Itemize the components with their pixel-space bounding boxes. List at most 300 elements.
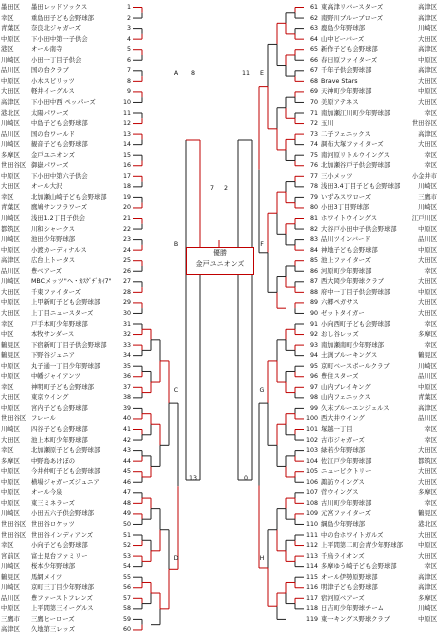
team-row xyxy=(0,224,437,235)
team-number: 56 xyxy=(122,584,131,592)
team-number: 45 xyxy=(122,468,131,476)
team-name: 観音子ども会野球部 xyxy=(31,141,88,149)
team-number: 17 xyxy=(122,172,131,180)
final-score: 2 xyxy=(223,185,229,192)
team-row xyxy=(0,181,437,192)
team-ward: 三鷹市 xyxy=(1,615,20,623)
team-number: 64 xyxy=(309,35,318,43)
team-name: 小向西町子ども会野球部 xyxy=(321,320,391,328)
team-name: 南加瀬江川町少年野球部 xyxy=(321,109,391,117)
team-number: 116 xyxy=(306,584,319,592)
team-row xyxy=(0,34,437,45)
team-ward: 中原区 xyxy=(418,383,437,391)
team-ward: 川崎区 xyxy=(418,25,437,33)
team-name: 鹿島少年野球部 xyxy=(321,25,366,33)
team-ward: 中原区 xyxy=(1,172,20,180)
team-ward: 幸区 xyxy=(424,109,437,117)
team-name: 明津子ども会野球部 xyxy=(321,584,378,592)
team-row xyxy=(0,86,437,97)
team-ward: 中原区 xyxy=(1,489,20,497)
team-ward: 鶴見区 xyxy=(1,352,20,360)
team-row xyxy=(0,624,437,635)
team-ward: 中原区 xyxy=(418,225,437,233)
team-name: 軽井イーグルス xyxy=(31,88,75,96)
team-number: 80 xyxy=(309,204,318,212)
team-name: 国の台クラブ xyxy=(31,67,69,75)
team-name: 古市ジャガーズ xyxy=(321,436,365,444)
team-name: 豊ファーストフレンズ xyxy=(31,594,93,602)
team-number: 47 xyxy=(122,489,131,497)
team-ward: 大田区 xyxy=(418,278,437,286)
team-ward: 高津区 xyxy=(418,584,437,592)
team-number: 31 xyxy=(122,320,131,328)
block-label: H xyxy=(259,555,265,562)
team-row xyxy=(0,139,437,150)
team-ward: 大田区 xyxy=(418,309,437,317)
team-number: 94 xyxy=(309,352,318,360)
team-ward: 鶴見区 xyxy=(1,341,20,349)
team-name: 浅田1.2丁目子供会 xyxy=(31,215,86,222)
team-name: 金戸ユニオンズ xyxy=(31,151,75,159)
team-number: 96 xyxy=(309,373,318,381)
team-name: 今井仲町子ども会野球部 xyxy=(31,468,101,476)
team-row xyxy=(0,2,437,13)
team-ward: 川崎区 xyxy=(1,120,20,128)
team-ward: 中原区 xyxy=(418,288,437,296)
team-number: 32 xyxy=(122,331,131,339)
team-number: 99 xyxy=(309,404,318,412)
team-row xyxy=(0,171,437,182)
team-number: 85 xyxy=(309,257,318,265)
team-number: 49 xyxy=(122,510,131,518)
team-ward: 大田区 xyxy=(1,436,20,444)
team-row xyxy=(0,508,437,519)
team-ward: 川崎区 xyxy=(1,426,20,433)
team-row xyxy=(0,530,437,541)
team-number: 57 xyxy=(122,594,131,602)
team-number: 102 xyxy=(306,436,319,444)
team-number: 98 xyxy=(309,394,318,402)
team-name: フレール xyxy=(31,415,56,423)
team-ward: 青葉区 xyxy=(1,25,20,33)
team-row xyxy=(0,466,437,477)
team-ward: 川崎区 xyxy=(418,183,437,191)
team-name: 玉川 xyxy=(321,120,334,128)
team-number: 61 xyxy=(309,4,318,11)
team-ward: 幸区 xyxy=(424,499,437,507)
team-number: 22 xyxy=(122,225,131,233)
team-number: 87 xyxy=(309,278,318,286)
team-row xyxy=(0,340,437,351)
team-number: 81 xyxy=(309,215,318,222)
team-name: 西大井ウイング xyxy=(321,415,365,423)
team-row xyxy=(0,487,437,498)
team-ward: 川崎区 xyxy=(418,362,437,370)
team-ward: 港区 xyxy=(1,46,14,54)
team-number: 63 xyxy=(309,25,318,33)
team-name: 中野島あけぼの xyxy=(31,457,76,465)
team-number: 2 xyxy=(126,14,131,22)
team-number: 9 xyxy=(126,88,131,96)
team-ward: 大田区 xyxy=(418,299,437,307)
team-name: 宿河原ベアーズ xyxy=(321,594,365,602)
team-number: 112 xyxy=(306,542,319,550)
team-number: 16 xyxy=(122,162,131,170)
team-ward: 幸区 xyxy=(1,193,14,201)
team-ward: 大田区 xyxy=(418,35,437,43)
team-number: 62 xyxy=(309,14,318,22)
team-name: 下宿新町丁目子供会野球部 xyxy=(31,341,107,349)
team-name: 上平間第二町会青少年野球部 xyxy=(321,542,403,550)
team-row xyxy=(0,23,437,34)
team-ward: 品川区 xyxy=(1,130,20,138)
team-row xyxy=(0,435,437,446)
team-number: 39 xyxy=(122,404,131,412)
team-number: 113 xyxy=(306,552,319,560)
team-number: 37 xyxy=(122,383,131,391)
team-name: 土渕ブルーキングス xyxy=(321,352,378,360)
team-number: 100 xyxy=(306,415,319,423)
team-number: 77 xyxy=(309,172,318,180)
team-row xyxy=(0,150,437,161)
team-name: 天神町少年野球部 xyxy=(321,88,372,96)
team-ward: 中原区 xyxy=(1,362,20,370)
team-number: 38 xyxy=(122,394,131,402)
team-ward: 中原区 xyxy=(1,299,20,307)
team-ward: 幸区 xyxy=(424,563,437,571)
team-name: 南野川ブルーブローズ xyxy=(321,14,384,22)
team-name: 山中ビーバーズ xyxy=(321,35,365,43)
team-number: 53 xyxy=(122,552,131,560)
team-number: 13 xyxy=(122,130,131,138)
team-ward: 多摩区 xyxy=(1,457,20,465)
team-ward: 幸区 xyxy=(1,320,14,328)
team-ward: 高津区 xyxy=(418,130,437,138)
team-name: 御嶽パワーズ xyxy=(31,162,69,170)
team-ward: 大田区 xyxy=(1,288,20,296)
team-ward: 高津区 xyxy=(418,67,437,75)
team-ward: 大田区 xyxy=(1,309,20,317)
team-ward: 品川区 xyxy=(418,415,437,423)
team-name: ゼットタイガー xyxy=(321,309,365,317)
team-name: 中島子ども会野球部 xyxy=(31,120,88,128)
team-name: 緑若少年野球部 xyxy=(321,447,366,455)
team-ward: 川崎区 xyxy=(1,141,20,149)
team-row xyxy=(0,276,437,287)
team-row xyxy=(0,572,437,583)
champion-label: 優勝 xyxy=(213,249,227,257)
team-ward: 大田区 xyxy=(418,141,437,149)
team-name: 大谷戸小田中子供会野球部 xyxy=(321,225,397,233)
team-row xyxy=(0,593,437,604)
team-ward: 中原区 xyxy=(1,468,20,476)
team-ward: 川崎区 xyxy=(1,236,20,244)
team-ward: 大田区 xyxy=(418,98,437,106)
team-number: 76 xyxy=(309,162,318,170)
team-name: 綱島少年野球部 xyxy=(321,520,366,528)
team-name: 古川町少年野球部 xyxy=(321,499,372,507)
team-number: 104 xyxy=(306,457,319,465)
semi-score: 0 xyxy=(243,475,249,482)
team-ward: 宮前区 xyxy=(1,552,20,560)
team-number: 11 xyxy=(122,109,131,117)
team-number: 105 xyxy=(306,468,319,476)
team-ward: 品川区 xyxy=(418,236,437,244)
team-number: 52 xyxy=(122,542,131,550)
team-ward: 多摩区 xyxy=(418,489,437,497)
team-name: 川和シャークス xyxy=(31,225,75,233)
team-number: 44 xyxy=(122,457,131,465)
team-ward: 鶴見区 xyxy=(1,573,20,581)
team-number: 93 xyxy=(309,341,318,349)
team-name: 山内フェニックス xyxy=(321,394,371,402)
block-label: D xyxy=(173,555,179,562)
team-row xyxy=(0,297,437,308)
team-row xyxy=(0,540,437,551)
team-ward: 川崎区 xyxy=(1,278,20,286)
team-ward: 品川区 xyxy=(1,594,20,602)
team-row xyxy=(0,213,437,224)
team-row xyxy=(0,561,437,572)
champion-box xyxy=(186,247,254,275)
team-row xyxy=(0,392,437,403)
team-number: 97 xyxy=(309,383,318,391)
team-ward: 港北区 xyxy=(1,109,20,117)
team-number: 74 xyxy=(309,141,318,149)
semi-score: 11 xyxy=(241,70,251,77)
team-ward: 大田区 xyxy=(418,478,437,486)
team-ward: 中原区 xyxy=(418,88,437,96)
team-name: 新作子ども会野球部 xyxy=(321,46,378,54)
team-name: オール伊勢原野球部 xyxy=(321,573,378,581)
team-name: 太陽パワーズ xyxy=(31,109,69,117)
team-name: 下小田中西 ペッパーズ xyxy=(31,98,96,106)
team-number: 70 xyxy=(309,98,318,106)
team-name: 墨田レッドソックス xyxy=(31,4,88,11)
team-number: 119 xyxy=(306,615,319,623)
team-ward: 世田谷区 xyxy=(411,120,437,128)
team-ward: 中原区 xyxy=(1,499,20,507)
team-row xyxy=(0,603,437,614)
team-ward: 多摩区 xyxy=(1,151,20,159)
team-number: 20 xyxy=(122,204,131,212)
team-number: 33 xyxy=(122,341,131,349)
team-ward: 大田区 xyxy=(418,77,437,85)
team-ward: 大田区 xyxy=(418,257,437,265)
team-number: 66 xyxy=(309,56,318,64)
team-row xyxy=(0,413,437,424)
team-ward: 小金井市 xyxy=(411,172,437,180)
team-name: オール大沢 xyxy=(31,183,63,191)
team-ward: 川崎区 xyxy=(418,204,437,212)
team-number: 35 xyxy=(122,362,131,370)
team-ward: 幸区 xyxy=(1,383,14,391)
team-ward: 幸区 xyxy=(424,151,437,159)
team-number: 59 xyxy=(122,615,131,623)
team-ward: 鶴見区 xyxy=(418,510,437,518)
team-number: 48 xyxy=(122,499,131,507)
team-row xyxy=(0,329,437,340)
team-ward: 高津区 xyxy=(1,257,20,265)
team-ward: 中原区 xyxy=(1,605,20,613)
team-name: 南加瀬南町少年野球部 xyxy=(321,341,384,349)
team-ward: 中原区 xyxy=(418,56,437,64)
team-row xyxy=(0,424,437,435)
team-name: 北加瀬谷戸子供会野球部 xyxy=(321,162,391,170)
team-row xyxy=(0,319,437,330)
team-name: 北加瀬山崎子ども会野球部 xyxy=(31,193,107,201)
team-number: 71 xyxy=(309,109,318,117)
team-number: 27 xyxy=(122,278,131,286)
team-number: 51 xyxy=(122,531,131,539)
team-name: 中の台ホワイトガルズ xyxy=(321,531,384,539)
team-ward: 高津区 xyxy=(418,14,437,22)
team-number: 10 xyxy=(122,98,131,106)
team-row xyxy=(0,582,437,593)
team-row xyxy=(0,202,437,213)
team-ward: 川崎区 xyxy=(1,584,20,592)
team-number: 117 xyxy=(306,594,319,602)
team-number: 115 xyxy=(306,573,319,581)
team-number: 5 xyxy=(126,46,131,54)
team-number: 12 xyxy=(122,120,131,128)
team-name: 上甲新町子ども会野球部 xyxy=(31,299,101,307)
team-ward: 都筑区 xyxy=(418,457,437,465)
team-ward: 港北区 xyxy=(418,520,437,528)
team-name: 佐江戸少年野球部 xyxy=(321,457,372,465)
team-name: 府中一丁目子供会野球部 xyxy=(321,288,391,296)
team-number: 75 xyxy=(309,151,318,159)
team-ward: 品川区 xyxy=(1,67,20,75)
team-number: 1 xyxy=(126,4,131,11)
team-ward: 高津区 xyxy=(418,4,437,11)
team-ward: 川崎区 xyxy=(1,510,20,518)
team-number: 69 xyxy=(309,88,318,96)
team-row xyxy=(0,361,437,372)
team-name: 豊ベアーズ xyxy=(31,267,62,275)
team-name: 上丁目ニュースターズ xyxy=(31,309,94,317)
team-name: 池上本町少年野球部 xyxy=(31,436,88,444)
team-ward: 江戸川区 xyxy=(411,215,437,222)
semi-score: 13 xyxy=(188,475,198,482)
team-number: 46 xyxy=(122,478,131,486)
team-name: 京町三丁目少年野球部 xyxy=(31,584,94,592)
team-ward: 川崎区 xyxy=(1,563,20,571)
block-label: C xyxy=(173,387,179,394)
team-name: 塚越一丁目 xyxy=(321,426,353,433)
team-number: 83 xyxy=(309,236,318,244)
champion-team: 金戸ユニオンズ xyxy=(195,260,245,268)
team-ward: 川崎区 xyxy=(418,605,437,613)
team-row xyxy=(0,456,437,467)
team-number: 19 xyxy=(122,193,131,201)
team-name: 下小田中第六子供会 xyxy=(31,172,88,180)
team-number: 110 xyxy=(306,520,319,528)
team-ward: 中原区 xyxy=(418,246,437,254)
team-ward: 世田谷区 xyxy=(1,531,27,539)
team-number: 41 xyxy=(122,426,131,433)
team-number: 58 xyxy=(122,605,131,613)
team-ward: 幸区 xyxy=(1,542,14,550)
team-number: 60 xyxy=(122,626,131,634)
team-name: 奈良北ジャガーズ xyxy=(31,25,81,33)
team-number: 91 xyxy=(309,320,318,328)
team-number: 43 xyxy=(122,447,131,455)
team-number: 3 xyxy=(126,25,131,33)
team-name: オール今泉 xyxy=(31,489,63,497)
team-ward: 多摩区 xyxy=(418,594,437,602)
team-name: 小渡カーディナルス xyxy=(31,246,87,254)
team-number: 84 xyxy=(309,246,318,254)
team-name: 六郷ペガサス xyxy=(321,299,359,307)
team-name: 美原アテネス xyxy=(321,98,359,106)
team-ward: 大田区 xyxy=(418,552,437,560)
team-ward: 幸区 xyxy=(424,436,437,444)
team-number: 14 xyxy=(122,141,131,149)
team-ward: 中原区 xyxy=(1,77,20,85)
team-row xyxy=(0,192,437,203)
team-name: ニューピクトリー xyxy=(321,468,372,476)
team-name: 四谷子ども会野球部 xyxy=(31,426,88,433)
team-name: おし谷レッズ xyxy=(321,331,359,339)
team-ward: 高津区 xyxy=(418,573,437,581)
team-name: 京町ベースボールクラブ xyxy=(321,362,390,370)
team-ward: 大田区 xyxy=(418,468,437,476)
team-name: 調布大塚ファイターズ xyxy=(321,141,384,149)
team-name: 小向子ども会野球部 xyxy=(31,542,88,550)
team-name: 菅ウイングス xyxy=(321,489,359,497)
team-name: 久末ブルーエンジェルス xyxy=(321,404,390,412)
team-ward: 品川区 xyxy=(418,373,437,381)
team-name: 二子フェニックス xyxy=(321,130,371,138)
team-row xyxy=(0,519,437,530)
team-name: 春日原ファイターズ xyxy=(321,56,378,64)
team-name: Brave Stars xyxy=(321,77,358,85)
team-name: 南河原リトルウイングス xyxy=(321,151,390,159)
team-name: 多摩ゆう崎子ども会野球部 xyxy=(321,563,397,571)
block-label: B xyxy=(173,241,179,248)
team-name: 三小メッツ xyxy=(321,172,353,180)
team-ward: 都筑区 xyxy=(1,225,20,233)
team-row xyxy=(0,308,437,319)
team-row xyxy=(0,160,437,171)
team-number: 68 xyxy=(309,77,318,85)
team-name: 本牧サンダース xyxy=(31,331,75,339)
team-ward: 幸区 xyxy=(424,320,437,328)
team-row xyxy=(0,445,437,456)
team-number: 95 xyxy=(309,362,318,370)
team-row xyxy=(0,65,437,76)
team-name: 池上ファイターズ xyxy=(321,257,371,265)
team-number: 29 xyxy=(122,299,131,307)
team-number: 40 xyxy=(122,415,131,423)
team-name: 神明町子ども会野球部 xyxy=(31,383,94,391)
team-name: 世田谷ロケッツ xyxy=(31,520,75,528)
team-ward: 幸区 xyxy=(424,341,437,349)
team-ward: 中原区 xyxy=(1,35,20,43)
team-number: 82 xyxy=(309,225,318,233)
team-ward: 幸区 xyxy=(1,447,14,455)
team-number: 79 xyxy=(309,193,318,201)
team-ward: 墨田区 xyxy=(1,4,20,11)
team-row xyxy=(0,614,437,625)
team-name: 丸子通一丁目少年野球部 xyxy=(31,362,101,370)
team-ward: 中原区 xyxy=(418,542,437,550)
team-name: 馬網メイツ xyxy=(31,573,63,581)
team-ward: 世田谷区 xyxy=(1,520,27,528)
team-ward: 鶴見区 xyxy=(418,352,437,360)
team-name: 小田五六子供会野球部 xyxy=(31,510,94,518)
